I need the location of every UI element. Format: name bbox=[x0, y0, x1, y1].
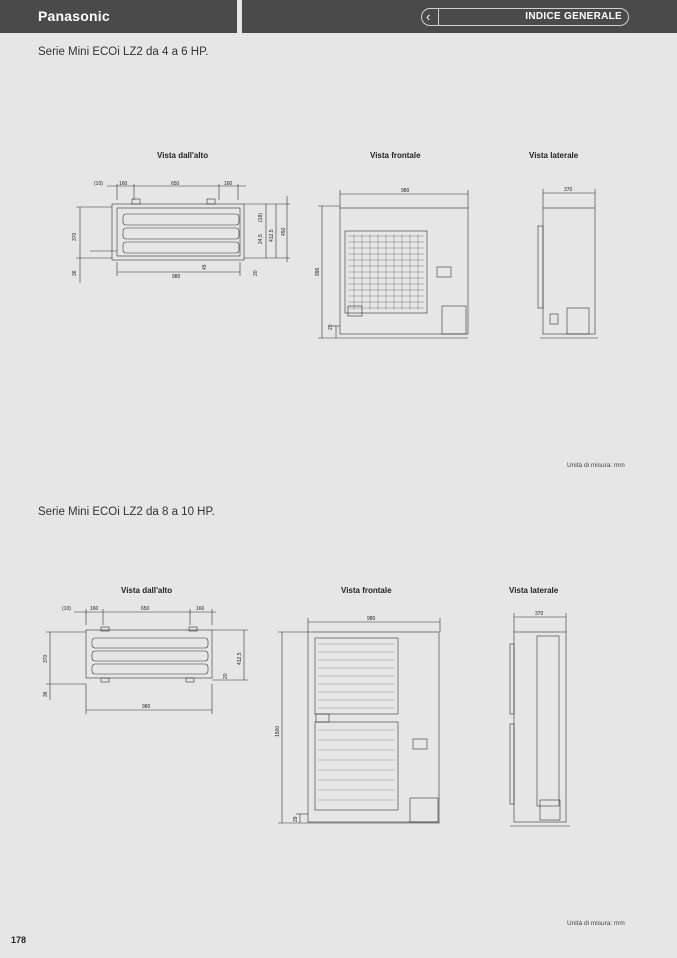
s2-top-view-label: Vista dall'alto bbox=[121, 586, 173, 595]
s1-side-dim-370: 370 bbox=[564, 187, 573, 193]
s1-dim-18: (18) bbox=[258, 213, 264, 222]
s2-dim-36: 36 bbox=[43, 691, 49, 697]
s1-dim-20: 20 bbox=[253, 270, 259, 276]
s1-dim-10: (10) bbox=[94, 181, 103, 187]
s2-dim-412-5: 412,5 bbox=[237, 652, 243, 665]
brand-logo: Panasonic bbox=[38, 8, 110, 24]
s1-top-view-label: Vista dall'alto bbox=[157, 151, 209, 160]
s2-side-dim-370: 370 bbox=[535, 611, 544, 617]
s1-dim-36: 36 bbox=[72, 270, 78, 276]
s2-front-view-label: Vista frontale bbox=[341, 586, 392, 595]
s1-front-dim-996: 996 bbox=[315, 267, 321, 276]
chevron-left-icon: ‹ bbox=[426, 9, 431, 24]
s1-dim-370: 370 bbox=[72, 232, 78, 241]
s2-dim-160b: 160 bbox=[196, 606, 205, 612]
section1-title: Serie Mini ECOi LZ2 da 4 a 6 HP. bbox=[38, 46, 209, 58]
s2-side-view-label: Vista laterale bbox=[509, 586, 559, 595]
s2-front-dim-29: 29 bbox=[293, 816, 299, 822]
s1-dim-980: 980 bbox=[172, 274, 181, 280]
s1-front-view-label: Vista frontale bbox=[370, 151, 421, 160]
s1-dim-45: 45 bbox=[202, 264, 208, 270]
s2-dim-650: 650 bbox=[141, 606, 150, 612]
section2-title: Serie Mini ECOi LZ2 da 8 a 10 HP. bbox=[38, 506, 215, 518]
s1-dim-24-5: 24,5 bbox=[258, 234, 264, 244]
general-index-label: INDICE GENERALE bbox=[525, 11, 622, 22]
s1-dim-412-5: 412,5 bbox=[269, 229, 275, 242]
s1-side-view-label: Vista laterale bbox=[529, 151, 579, 160]
s2-front-dim-980: 980 bbox=[367, 616, 376, 622]
s1-dim-650: 650 bbox=[171, 181, 180, 187]
s2-dim-370: 370 bbox=[43, 654, 49, 663]
s2-front-dim-1500: 1500 bbox=[275, 725, 281, 737]
s2-dim-20: 20 bbox=[223, 673, 229, 679]
s1-front-dim-29: 29 bbox=[328, 324, 334, 330]
s2-dim-10: (10) bbox=[62, 606, 71, 612]
s2-dim-160a: 160 bbox=[90, 606, 99, 612]
s1-dim-160a: 160 bbox=[119, 181, 128, 187]
s1-front-dim-980: 980 bbox=[401, 188, 410, 194]
s1-dim-450: 450 bbox=[281, 227, 287, 236]
s1-unit-note: Unità di misura: mm bbox=[567, 462, 625, 469]
s2-unit-note: Unità di misura: mm bbox=[567, 920, 625, 927]
s1-dim-160b: 160 bbox=[224, 181, 233, 187]
s2-dim-980: 980 bbox=[142, 704, 151, 710]
page-number: 178 bbox=[11, 935, 27, 945]
